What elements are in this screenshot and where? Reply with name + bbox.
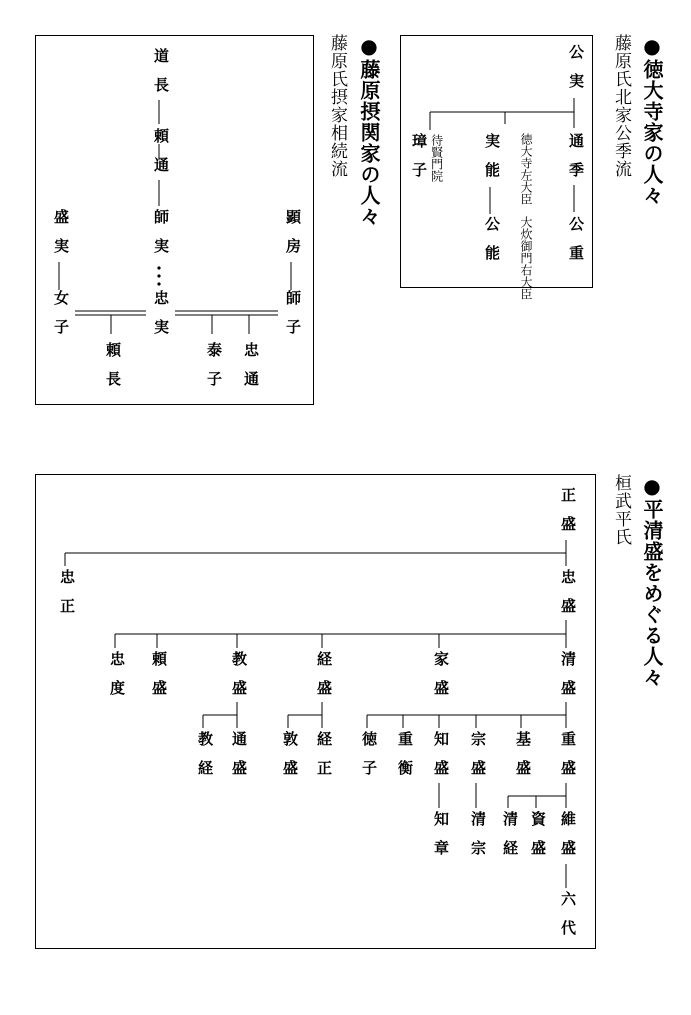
name-shigehira: 重衡 xyxy=(396,731,414,789)
name-tadanori: 忠度 xyxy=(108,651,126,709)
taira-subheading: 桓武平氏 xyxy=(611,474,631,546)
name-saneyoshi: 実能 xyxy=(483,133,501,191)
name-akifusa: 顕房 xyxy=(284,209,302,267)
tokudaiji-heading: ●徳大寺家の人々 xyxy=(640,34,664,206)
name-yorimichi: 頼通 xyxy=(152,128,170,186)
name-koremori: 維盛 xyxy=(559,811,577,869)
name-sukemori: 資盛 xyxy=(529,811,547,869)
name-tomoakira: 知章 xyxy=(432,811,450,869)
name-tokuko: 徳子 xyxy=(360,731,378,789)
name-motomori: 基盛 xyxy=(514,731,532,789)
name-kiyomune: 清宗 xyxy=(469,811,487,869)
name-atsumori: 敦盛 xyxy=(281,731,299,789)
name-tadamori: 忠盛 xyxy=(559,569,577,627)
name-tsunemasa: 経正 xyxy=(315,731,333,789)
name-michimori: 通盛 xyxy=(230,731,248,789)
name-noritsune: 教経 xyxy=(196,731,214,789)
name-iemori: 家盛 xyxy=(432,651,450,709)
name-morozane: 師実 xyxy=(152,209,170,267)
name-kiyomori: 清盛 xyxy=(559,651,577,709)
name-musume: 女子 xyxy=(52,290,70,348)
name-yorimori: 頼盛 xyxy=(150,651,168,709)
name-tsunemori: 経盛 xyxy=(315,651,333,709)
name-tadamasa: 忠正 xyxy=(58,569,76,627)
name-rokudai: 六代 xyxy=(559,891,577,949)
name-moroko: 師子 xyxy=(284,290,302,348)
name-kiyotsune: 清経 xyxy=(501,811,519,869)
label-tokudaiji-sadaijin: 徳大寺左大臣 xyxy=(519,133,533,205)
name-yasuko: 泰子 xyxy=(205,342,223,400)
name-yorinaga: 頼長 xyxy=(104,342,122,400)
name-michisue: 通季 xyxy=(567,133,585,191)
label-taikenmonin: 待賢門院 xyxy=(429,134,444,182)
name-kinyoshi: 公能 xyxy=(483,216,501,274)
name-kinshige: 公重 xyxy=(567,216,585,274)
label-ooimikado-udaijin: 大炊御門右大臣 xyxy=(519,216,533,300)
tokudaiji-subheading: 藤原氏北家公季流 xyxy=(611,34,631,178)
name-shigemori: 重盛 xyxy=(559,731,577,789)
name-kimizane: 公実 xyxy=(567,44,585,102)
sekkan-heading: ●藤原摂関家の人々 xyxy=(357,34,381,227)
sekkan-subheading: 藤原氏摂家相続流 xyxy=(327,34,347,178)
name-michinaga: 道長 xyxy=(152,48,170,106)
name-shoshi: 璋子 xyxy=(410,133,428,191)
name-tadazane: 忠実 xyxy=(152,290,170,348)
name-norimori: 教盛 xyxy=(230,651,248,709)
taira-heading: ●平清盛をめぐる人々 xyxy=(640,474,664,688)
name-munemori: 宗盛 xyxy=(469,731,487,789)
name-masamori: 正盛 xyxy=(559,487,577,545)
name-morizane: 盛実 xyxy=(52,209,70,267)
name-tomomori: 知盛 xyxy=(432,731,450,789)
name-tadamichi: 忠通 xyxy=(242,342,260,400)
